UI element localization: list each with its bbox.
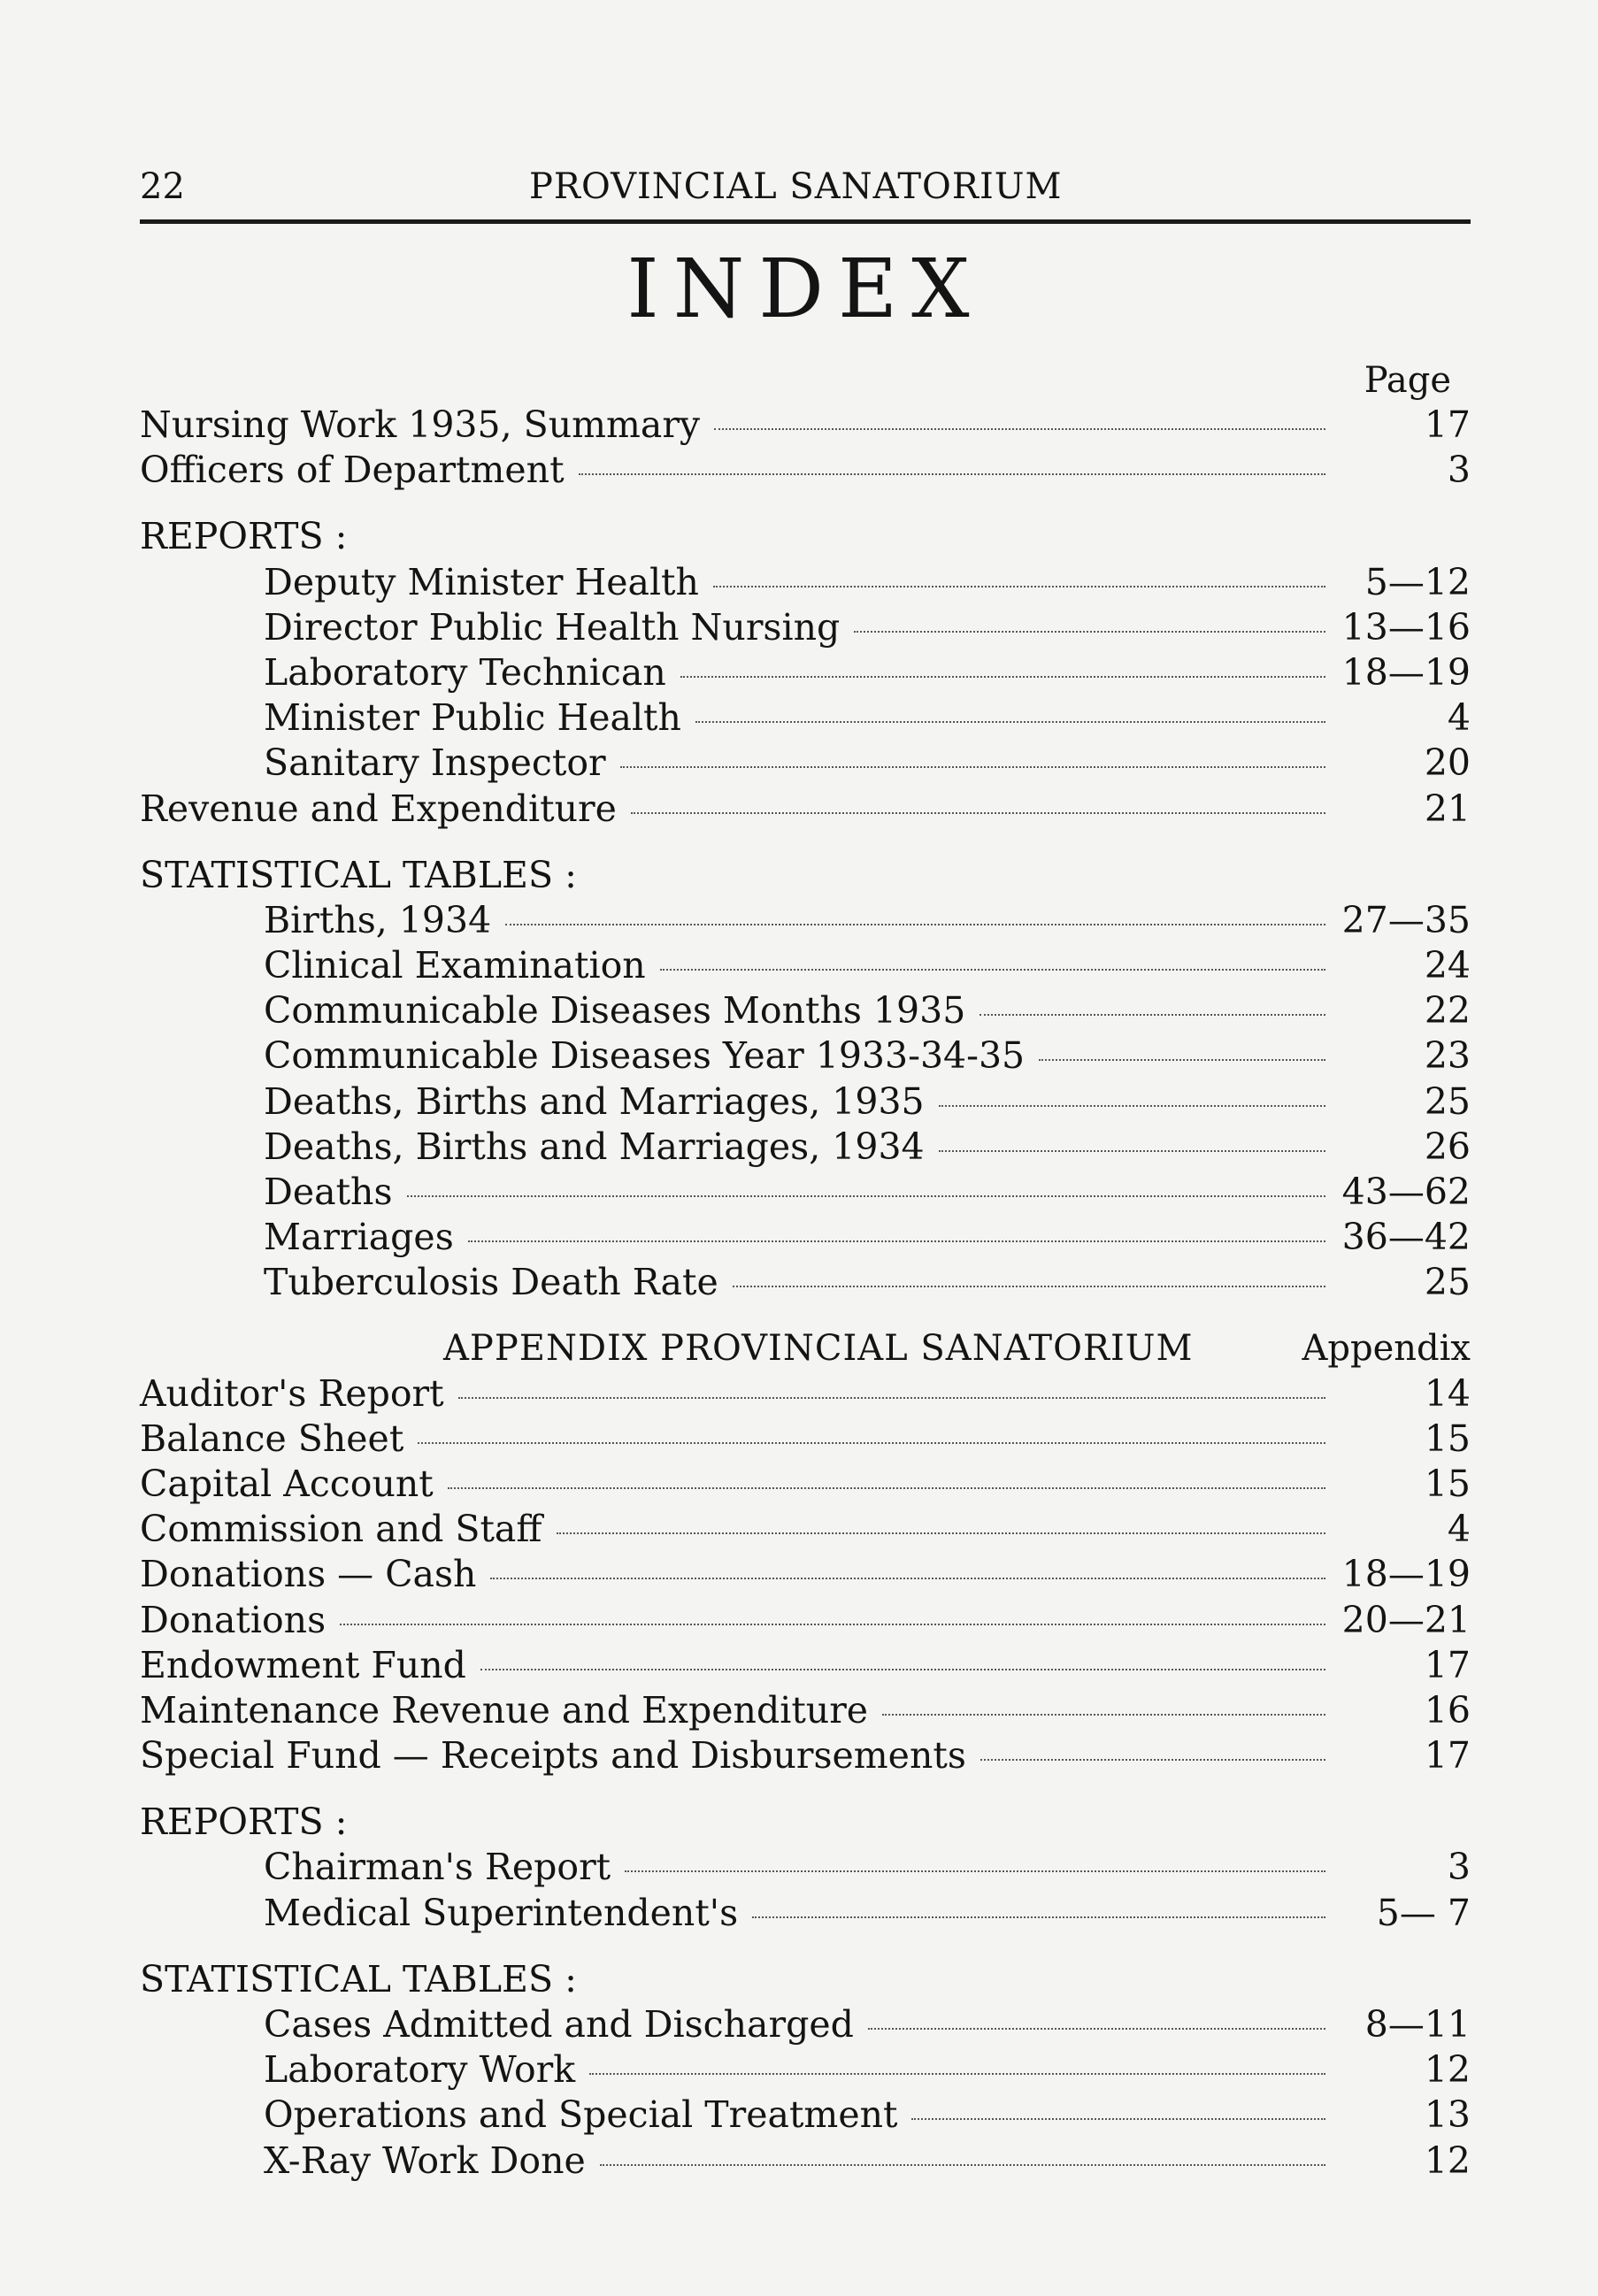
dot-leader — [680, 676, 1325, 678]
index-entry — [140, 2093, 1471, 2138]
entry-pages: 15 — [1424, 1462, 1471, 1505]
index-entry — [140, 1598, 1471, 1643]
entry-label: Laboratory Technican — [264, 650, 666, 694]
entry-label: Revenue and Expenditure — [140, 787, 617, 830]
dot-leader — [752, 1916, 1325, 1918]
entry-pages: 20—21 — [1341, 1598, 1471, 1641]
entry-label: Deaths, Births and Marriages, 1935 — [264, 1079, 925, 1123]
entry-label: Donations — Cash — [140, 1553, 477, 1596]
entry-label: Cases Admitted and Discharged — [264, 2003, 854, 2046]
entry-label: X-Ray Work Done — [264, 2139, 586, 2182]
entry-label: Marriages — [264, 1216, 454, 1259]
dot-leader — [868, 2028, 1325, 2030]
entry-label: Deaths — [264, 1171, 393, 1213]
index-entry — [140, 2139, 1471, 2184]
entry-label: Deputy Minister Health — [264, 560, 699, 603]
index-entry — [140, 1417, 1471, 1462]
index-entry — [140, 1643, 1471, 1688]
page-column-label: Page — [1364, 360, 1451, 401]
entry-pages: 16 — [1424, 1688, 1471, 1732]
entry-label: Deaths, Births and Marriages, 1934 — [264, 1125, 925, 1168]
entry-pages: 17 — [1424, 1643, 1471, 1686]
dot-leader — [631, 812, 1325, 814]
entry-label: Tuberculosis Death Rate — [264, 1261, 718, 1304]
dot-leader — [625, 1870, 1325, 1872]
statistical-tables-heading: STATISTICAL TABLES : — [140, 853, 577, 896]
entry-pages: 18—19 — [1341, 1553, 1471, 1596]
index-entry — [140, 1507, 1471, 1552]
entry-label: Officers of Department — [140, 449, 565, 492]
entry-pages: 26 — [1424, 1125, 1471, 1168]
dot-leader — [557, 1532, 1325, 1534]
entry-label: Capital Account — [140, 1462, 434, 1505]
entry-label: Special Fund — Receipts and Disbursements — [140, 1734, 966, 1778]
index-entry — [140, 1170, 1471, 1215]
index-entry — [140, 2002, 1471, 2047]
entry-label: Donations — [140, 1598, 327, 1641]
entry-pages: 12 — [1424, 2048, 1471, 2092]
entry-pages: 5— 7 — [1376, 1891, 1471, 1934]
department-index — [140, 403, 1471, 1306]
index-entry — [140, 650, 1471, 695]
entry-pages: 25 — [1424, 1261, 1471, 1304]
dot-leader — [480, 1669, 1325, 1670]
appendix-reports-heading: REPORTS : — [140, 1801, 348, 1844]
dot-leader — [589, 2073, 1325, 2075]
entry-pages: 17 — [1424, 403, 1471, 446]
entry-pages: 27—35 — [1341, 898, 1471, 941]
dot-leader — [980, 1014, 1325, 1016]
entry-label: Endowment Fund — [140, 1643, 466, 1686]
dot-leader — [939, 1105, 1325, 1107]
dot-leader — [458, 1397, 1325, 1399]
index-entry — [140, 1845, 1471, 1890]
entry-pages: 8—11 — [1364, 2003, 1471, 2046]
index-entry — [140, 1260, 1471, 1305]
entry-pages: 13 — [1424, 2093, 1471, 2137]
entry-label: Clinical Examination — [264, 944, 646, 987]
index-entry — [140, 1688, 1471, 1733]
dot-leader — [660, 969, 1325, 971]
header-rule — [140, 219, 1471, 224]
entry-pages: 14 — [1424, 1371, 1471, 1415]
dot-leader — [600, 2164, 1325, 2166]
dot-leader — [911, 2118, 1325, 2120]
dot-leader — [505, 924, 1325, 925]
appendix-statistical-tables-heading: STATISTICAL TABLES : — [140, 1957, 577, 2000]
entry-label: Director Public Health Nursing — [264, 605, 841, 649]
dot-leader — [579, 473, 1325, 475]
dot-leader — [980, 1759, 1325, 1761]
index-entry — [140, 741, 1471, 786]
appendix-heading: APPENDIX PROVINCIAL SANATORIUM — [443, 1327, 1194, 1369]
entry-label: Operations and Special Treatment — [264, 2093, 898, 2137]
entry-pages: 4 — [1447, 1508, 1471, 1551]
dot-leader — [340, 1624, 1325, 1625]
index-entry — [140, 1079, 1471, 1125]
entry-label: Communicable Diseases Months 1935 — [264, 989, 966, 1033]
dot-leader — [620, 766, 1325, 768]
entry-label: Laboratory Work — [264, 2048, 576, 2092]
index-entry — [140, 1033, 1471, 1079]
entry-label: Minister Public Health — [264, 696, 681, 740]
index-entry — [140, 1215, 1471, 1260]
running-head: PROVINCIAL SANATORIUM — [529, 166, 1063, 207]
entry-label: Births, 1934 — [264, 898, 492, 941]
dot-leader — [733, 1286, 1325, 1287]
page-number: 22 — [140, 166, 185, 207]
reports-heading: REPORTS : — [140, 515, 348, 558]
appendix-column-label: Appendix — [1302, 1327, 1471, 1369]
entry-pages: 12 — [1424, 2139, 1471, 2182]
index-entry — [140, 605, 1471, 650]
entry-pages: 22 — [1424, 989, 1471, 1033]
dot-leader — [695, 721, 1325, 723]
entry-pages: 3 — [1447, 449, 1471, 492]
index-entry — [140, 1371, 1471, 1417]
entry-pages: 18—19 — [1341, 650, 1471, 694]
entry-pages: 25 — [1424, 1079, 1471, 1123]
index-entry — [140, 1125, 1471, 1170]
index-entry — [140, 695, 1471, 741]
dot-leader — [418, 1442, 1325, 1444]
entry-pages: 20 — [1424, 741, 1471, 785]
appendix-index — [140, 1325, 1471, 2184]
entry-label: Sanitary Inspector — [264, 741, 606, 785]
index-page — [140, 157, 1471, 2184]
dot-leader — [714, 428, 1325, 430]
entry-label: Balance Sheet — [140, 1417, 404, 1460]
index-entry — [140, 988, 1471, 1033]
dot-leader — [407, 1195, 1325, 1197]
index-entry — [140, 1891, 1471, 1936]
entry-pages: 3 — [1447, 1846, 1471, 1889]
entry-pages: 23 — [1424, 1034, 1471, 1078]
index-entry — [140, 1552, 1471, 1597]
index-entry — [140, 898, 1471, 943]
index-entry — [140, 943, 1471, 988]
dot-leader — [713, 586, 1325, 587]
entry-pages: 17 — [1424, 1734, 1471, 1778]
entry-label: Medical Superintendent's — [264, 1891, 739, 1934]
entry-pages: 36—42 — [1341, 1216, 1471, 1259]
page-title: INDEX — [626, 242, 984, 336]
index-entry — [140, 448, 1471, 493]
index-entry — [140, 2047, 1471, 2093]
entry-label: Nursing Work 1935, Summary — [140, 403, 701, 446]
index-entry — [140, 1462, 1471, 1507]
dot-leader — [490, 1578, 1325, 1579]
dot-leader — [448, 1487, 1325, 1489]
entry-label: Communicable Diseases Year 1933-34-35 — [264, 1034, 1026, 1078]
entry-pages: 13—16 — [1341, 605, 1471, 649]
dot-leader — [939, 1150, 1325, 1152]
dot-leader — [1039, 1059, 1325, 1061]
entry-label: Chairman's Report — [264, 1846, 611, 1889]
entry-pages: 21 — [1424, 787, 1471, 830]
dot-leader — [468, 1240, 1325, 1242]
dot-leader — [882, 1714, 1325, 1716]
entry-pages: 43—62 — [1341, 1171, 1471, 1213]
entry-pages: 4 — [1447, 696, 1471, 740]
entry-pages: 24 — [1424, 944, 1471, 987]
entry-label: Auditor's Report — [140, 1371, 444, 1415]
index-entry — [140, 403, 1471, 448]
index-entry — [140, 1733, 1471, 1778]
dot-leader — [854, 631, 1325, 633]
page-header — [140, 157, 1471, 219]
entry-label: Commission and Staff — [140, 1508, 542, 1551]
entry-pages: 15 — [1424, 1417, 1471, 1460]
entry-pages: 5—12 — [1364, 560, 1471, 603]
appendix-heading-row — [140, 1325, 1471, 1371]
entry-label: Maintenance Revenue and Expenditure — [140, 1688, 869, 1732]
index-entry — [140, 560, 1471, 605]
index-entry — [140, 787, 1471, 832]
